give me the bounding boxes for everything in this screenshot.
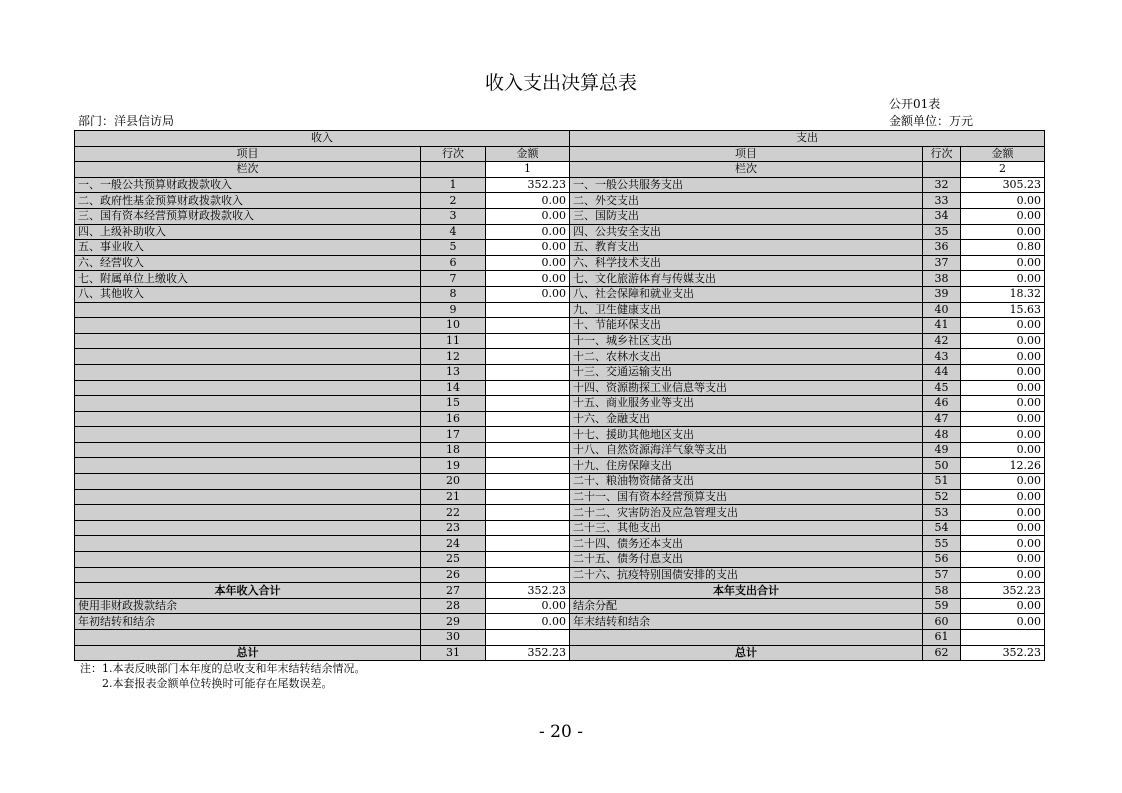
- expense-amount-header: 金额: [961, 146, 1045, 162]
- income-item-cell: [75, 536, 421, 552]
- expense-item-cell: 十六、金融支出: [570, 411, 923, 427]
- unit-label: 金额单位：万元: [889, 114, 974, 128]
- table-row: [75, 598, 1045, 614]
- income-amount-cell: [486, 349, 570, 365]
- expense-amount-cell: 0.00: [961, 536, 1045, 552]
- expense-amount-cell: 0.00: [961, 474, 1045, 490]
- table-row: [75, 552, 1045, 568]
- income-item-cell: 六、经营收入: [75, 255, 421, 271]
- expense-amount-cell: 352.23: [961, 645, 1045, 661]
- income-rowno-header: 行次: [421, 146, 486, 162]
- income-amount-cell: [486, 552, 570, 568]
- income-amount-cell: [486, 333, 570, 349]
- expense-item-cell: 八、社会保障和就业支出: [570, 286, 923, 302]
- income-rowno-cell: 9: [421, 302, 486, 318]
- expense-item-cell: 三、国防支出: [570, 208, 923, 224]
- income-rowno-cell: 18: [421, 442, 486, 458]
- income-section-header: 收入: [75, 131, 570, 147]
- expense-item-cell: 二十四、债务还本支出: [570, 536, 923, 552]
- total-row: [75, 645, 1045, 661]
- expense-item-cell: 年末结转和结余: [570, 614, 923, 630]
- table-row: [75, 396, 1045, 412]
- income-item-cell: [75, 489, 421, 505]
- income-item-cell: 年初结转和结余: [75, 614, 421, 630]
- expense-rowno-cell: 34: [923, 208, 961, 224]
- table-row: [75, 458, 1045, 474]
- expense-amount-cell: 0.00: [961, 442, 1045, 458]
- income-amount-cell: [486, 474, 570, 490]
- income-rowno-cell: 10: [421, 318, 486, 334]
- income-item-cell: 一、一般公共预算财政拨款收入: [75, 177, 421, 193]
- table-row: [75, 442, 1045, 458]
- expense-rowno-cell: 57: [923, 567, 961, 583]
- income-rowno-cell: 16: [421, 411, 486, 427]
- income-item-cell: [75, 302, 421, 318]
- income-amount-cell: [486, 396, 570, 412]
- income-rowno-cell: 29: [421, 614, 486, 630]
- column-header-row: [75, 146, 1045, 162]
- expense-rowno-cell: 59: [923, 598, 961, 614]
- income-item-cell: 三、国有资本经营预算财政拨款收入: [75, 208, 421, 224]
- income-item-cell: 使用非财政拨款结余: [75, 598, 421, 614]
- expense-amount-cell: 0.00: [961, 552, 1045, 568]
- expense-rowno-cell: 42: [923, 333, 961, 349]
- expense-item-header: 项目: [570, 146, 923, 162]
- income-item-cell: [75, 427, 421, 443]
- table-row: [75, 427, 1045, 443]
- income-item-cell: [75, 411, 421, 427]
- table-row: [75, 505, 1045, 521]
- income-rowno-cell: 21: [421, 489, 486, 505]
- expense-item-cell: 六、科学技术支出: [570, 255, 923, 271]
- income-item-cell: [75, 349, 421, 365]
- expense-amount-cell: 0.00: [961, 349, 1045, 365]
- expense-item-cell: [570, 630, 923, 646]
- expense-item-cell: 二十、粮油物资储备支出: [570, 474, 923, 490]
- table-row: [75, 208, 1045, 224]
- expense-item-cell: 十七、援助其他地区支出: [570, 427, 923, 443]
- table-row: [75, 193, 1045, 209]
- expense-item-cell: 五、教育支出: [570, 240, 923, 256]
- expense-rowno-cell: 41: [923, 318, 961, 334]
- expense-item-cell: 四、公共安全支出: [570, 224, 923, 240]
- expense-item-cell: 二十六、抗疫特别国债安排的支出: [570, 567, 923, 583]
- income-item-cell: 总计: [75, 645, 421, 661]
- expense-amount-cell: 0.80: [961, 240, 1045, 256]
- expense-amount-cell: 0.00: [961, 380, 1045, 396]
- table-row: [75, 333, 1045, 349]
- table-row: [75, 302, 1045, 318]
- expense-rowno-cell: 58: [923, 583, 961, 599]
- income-amount-cell: 352.23: [486, 583, 570, 599]
- expense-rowno-cell: 49: [923, 442, 961, 458]
- income-rowno-cell: 24: [421, 536, 486, 552]
- income-item-cell: 七、附属单位上缴收入: [75, 271, 421, 287]
- income-item-cell: 八、其他收入: [75, 286, 421, 302]
- expense-amount-cell: 0.00: [961, 567, 1045, 583]
- income-rowno-cell: 3: [421, 208, 486, 224]
- income-item-cell: [75, 380, 421, 396]
- footnotes: [80, 661, 366, 691]
- expense-rowno-cell: 62: [923, 645, 961, 661]
- expense-amount-cell: 0.00: [961, 427, 1045, 443]
- income-amount-cell: 0.00: [486, 286, 570, 302]
- income-rowno-cell: 12: [421, 349, 486, 365]
- table-row: [75, 255, 1045, 271]
- income-amount-cell: 0.00: [486, 598, 570, 614]
- income-amount-cell: [486, 411, 570, 427]
- expense-item-cell: 二十二、灾害防治及应急管理支出: [570, 505, 923, 521]
- income-amount-cell: [486, 302, 570, 318]
- income-amount-cell: [486, 380, 570, 396]
- income-rowno-cell: 30: [421, 630, 486, 646]
- table-row: [75, 318, 1045, 334]
- expense-column-index: 2: [961, 162, 1045, 178]
- income-rowno-cell: 26: [421, 567, 486, 583]
- table-row: [75, 271, 1045, 287]
- expense-rowno-cell: 52: [923, 489, 961, 505]
- expense-item-cell: 十九、住房保障支出: [570, 458, 923, 474]
- expense-item-cell: 十三、交通运输支出: [570, 364, 923, 380]
- expense-amount-cell: 352.23: [961, 583, 1045, 599]
- expense-item-cell: 二十五、债务付息支出: [570, 552, 923, 568]
- expense-rowno-blank: [923, 162, 961, 178]
- income-item-cell: [75, 458, 421, 474]
- expense-rowno-cell: 51: [923, 474, 961, 490]
- expense-rowno-cell: 50: [923, 458, 961, 474]
- expense-amount-cell: 0.00: [961, 255, 1045, 271]
- expense-rowno-cell: 38: [923, 271, 961, 287]
- income-amount-cell: [486, 442, 570, 458]
- expense-rowno-cell: 32: [923, 177, 961, 193]
- table-row: [75, 630, 1045, 646]
- expense-item-cell: 一、一般公共服务支出: [570, 177, 923, 193]
- income-amount-cell: [486, 630, 570, 646]
- income-amount-cell: [486, 364, 570, 380]
- expense-rowno-cell: 40: [923, 302, 961, 318]
- income-amount-cell: [486, 458, 570, 474]
- expense-rowno-cell: 47: [923, 411, 961, 427]
- expense-rowno-cell: 61: [923, 630, 961, 646]
- total-row: [75, 583, 1045, 599]
- income-item-cell: [75, 505, 421, 521]
- income-rowno-cell: 28: [421, 598, 486, 614]
- expense-item-cell: 十五、商业服务业等支出: [570, 396, 923, 412]
- expense-rowno-cell: 43: [923, 349, 961, 365]
- expense-rowno-cell: 54: [923, 520, 961, 536]
- income-rowno-cell: 2: [421, 193, 486, 209]
- income-rowno-cell: 23: [421, 520, 486, 536]
- expense-section-header: 支出: [570, 131, 1045, 147]
- expense-rowno-cell: 53: [923, 505, 961, 521]
- table-row: [75, 224, 1045, 240]
- expense-rowno-cell: 45: [923, 380, 961, 396]
- table-row: [75, 614, 1045, 630]
- table-row: [75, 177, 1045, 193]
- table-row: [75, 411, 1045, 427]
- income-amount-cell: 352.23: [486, 177, 570, 193]
- income-amount-cell: 352.23: [486, 645, 570, 661]
- expense-rowno-header: 行次: [923, 146, 961, 162]
- form-number: 公开01表: [889, 97, 941, 111]
- income-item-cell: 五、事业收入: [75, 240, 421, 256]
- expense-column-label: 栏次: [570, 162, 923, 178]
- income-item-cell: 二、政府性基金预算财政拨款收入: [75, 193, 421, 209]
- expense-rowno-cell: 56: [923, 552, 961, 568]
- income-amount-cell: [486, 520, 570, 536]
- income-column-label: 栏次: [75, 162, 421, 178]
- income-column-index: 1: [486, 162, 570, 178]
- expense-item-cell: 七、文化旅游体育与传媒支出: [570, 271, 923, 287]
- table-row: [75, 474, 1045, 490]
- expense-amount-cell: 15.63: [961, 302, 1045, 318]
- expense-item-cell: 二、外交支出: [570, 193, 923, 209]
- income-item-cell: [75, 396, 421, 412]
- budget-summary-table: [74, 130, 1045, 661]
- income-item-cell: 四、上级补助收入: [75, 224, 421, 240]
- income-item-cell: [75, 552, 421, 568]
- expense-amount-cell: 0.00: [961, 489, 1045, 505]
- expense-rowno-cell: 39: [923, 286, 961, 302]
- expense-amount-cell: 12.26: [961, 458, 1045, 474]
- income-rowno-blank: [421, 162, 486, 178]
- income-rowno-cell: 7: [421, 271, 486, 287]
- income-rowno-cell: 8: [421, 286, 486, 302]
- expense-rowno-cell: 48: [923, 427, 961, 443]
- expense-item-cell: 总计: [570, 645, 923, 661]
- expense-item-cell: 十一、城乡社区支出: [570, 333, 923, 349]
- expense-rowno-cell: 36: [923, 240, 961, 256]
- income-item-cell: [75, 567, 421, 583]
- table-row: [75, 349, 1045, 365]
- expense-item-cell: 十、节能环保支出: [570, 318, 923, 334]
- expense-amount-cell: 0.00: [961, 505, 1045, 521]
- income-amount-cell: 0.00: [486, 240, 570, 256]
- expense-amount-cell: 0.00: [961, 208, 1045, 224]
- income-amount-cell: [486, 427, 570, 443]
- expense-amount-cell: 0.00: [961, 193, 1045, 209]
- table-row: [75, 520, 1045, 536]
- expense-amount-cell: 0.00: [961, 520, 1045, 536]
- footnote-1: 注：1.本表反映部门本年度的总收支和年末结转结余情况。: [80, 662, 366, 675]
- expense-amount-cell: 305.23: [961, 177, 1045, 193]
- income-rowno-cell: 1: [421, 177, 486, 193]
- income-amount-cell: 0.00: [486, 224, 570, 240]
- expense-item-cell: 九、卫生健康支出: [570, 302, 923, 318]
- table-row: [75, 364, 1045, 380]
- expense-item-cell: 十二、农林水支出: [570, 349, 923, 365]
- income-amount-cell: [486, 489, 570, 505]
- expense-item-cell: 二十三、其他支出: [570, 520, 923, 536]
- income-amount-cell: 0.00: [486, 208, 570, 224]
- income-rowno-cell: 6: [421, 255, 486, 271]
- expense-item-cell: 二十一、国有资本经营预算支出: [570, 489, 923, 505]
- section-header-row: [75, 131, 1045, 147]
- income-item-header: 项目: [75, 146, 421, 162]
- income-rowno-cell: 17: [421, 427, 486, 443]
- income-rowno-cell: 25: [421, 552, 486, 568]
- income-amount-header: 金额: [486, 146, 570, 162]
- income-amount-cell: 0.00: [486, 614, 570, 630]
- table-row: [75, 380, 1045, 396]
- income-item-cell: 本年收入合计: [75, 583, 421, 599]
- income-item-cell: [75, 520, 421, 536]
- expense-amount-cell: [961, 630, 1045, 646]
- expense-amount-cell: 0.00: [961, 224, 1045, 240]
- expense-amount-cell: 18.32: [961, 286, 1045, 302]
- expense-amount-cell: 0.00: [961, 271, 1045, 287]
- expense-amount-cell: 0.00: [961, 364, 1045, 380]
- income-item-cell: [75, 630, 421, 646]
- expense-amount-cell: 0.00: [961, 614, 1045, 630]
- expense-rowno-cell: 60: [923, 614, 961, 630]
- expense-item-cell: 本年支出合计: [570, 583, 923, 599]
- expense-amount-cell: 0.00: [961, 333, 1045, 349]
- income-rowno-cell: 19: [421, 458, 486, 474]
- income-amount-cell: [486, 318, 570, 334]
- income-rowno-cell: 20: [421, 474, 486, 490]
- expense-rowno-cell: 44: [923, 364, 961, 380]
- page-number: - 20 -: [539, 722, 583, 742]
- department-label: 部门：洋县信访局: [78, 114, 175, 128]
- income-rowno-cell: 31: [421, 645, 486, 661]
- table-row: [75, 567, 1045, 583]
- income-rowno-cell: 15: [421, 396, 486, 412]
- expense-amount-cell: 0.00: [961, 318, 1045, 334]
- income-item-cell: [75, 474, 421, 490]
- report-title: 收入支出决算总表: [484, 72, 637, 94]
- expense-item-cell: 结余分配: [570, 598, 923, 614]
- expense-rowno-cell: 33: [923, 193, 961, 209]
- expense-amount-cell: 0.00: [961, 411, 1045, 427]
- expense-amount-cell: 0.00: [961, 396, 1045, 412]
- income-item-cell: [75, 364, 421, 380]
- table-row: [75, 286, 1045, 302]
- expense-rowno-cell: 46: [923, 396, 961, 412]
- income-amount-cell: [486, 567, 570, 583]
- column-index-row: [75, 162, 1045, 178]
- table-row: [75, 489, 1045, 505]
- expense-rowno-cell: 55: [923, 536, 961, 552]
- income-amount-cell: 0.00: [486, 193, 570, 209]
- income-item-cell: [75, 442, 421, 458]
- income-rowno-cell: 4: [421, 224, 486, 240]
- income-rowno-cell: 14: [421, 380, 486, 396]
- income-item-cell: [75, 333, 421, 349]
- table-row: [75, 240, 1045, 256]
- income-rowno-cell: 5: [421, 240, 486, 256]
- expense-rowno-cell: 35: [923, 224, 961, 240]
- income-amount-cell: 0.00: [486, 271, 570, 287]
- footnote-2: 2.本套报表金额单位转换时可能存在尾数误差。: [80, 677, 333, 690]
- income-rowno-cell: 13: [421, 364, 486, 380]
- expense-item-cell: 十八、自然资源海洋气象等支出: [570, 442, 923, 458]
- income-amount-cell: [486, 536, 570, 552]
- income-rowno-cell: 22: [421, 505, 486, 521]
- expense-amount-cell: 0.00: [961, 598, 1045, 614]
- income-amount-cell: [486, 505, 570, 521]
- expense-item-cell: 十四、资源勘探工业信息等支出: [570, 380, 923, 396]
- income-amount-cell: 0.00: [486, 255, 570, 271]
- income-rowno-cell: 27: [421, 583, 486, 599]
- income-item-cell: [75, 318, 421, 334]
- table-row: [75, 536, 1045, 552]
- expense-rowno-cell: 37: [923, 255, 961, 271]
- income-rowno-cell: 11: [421, 333, 486, 349]
